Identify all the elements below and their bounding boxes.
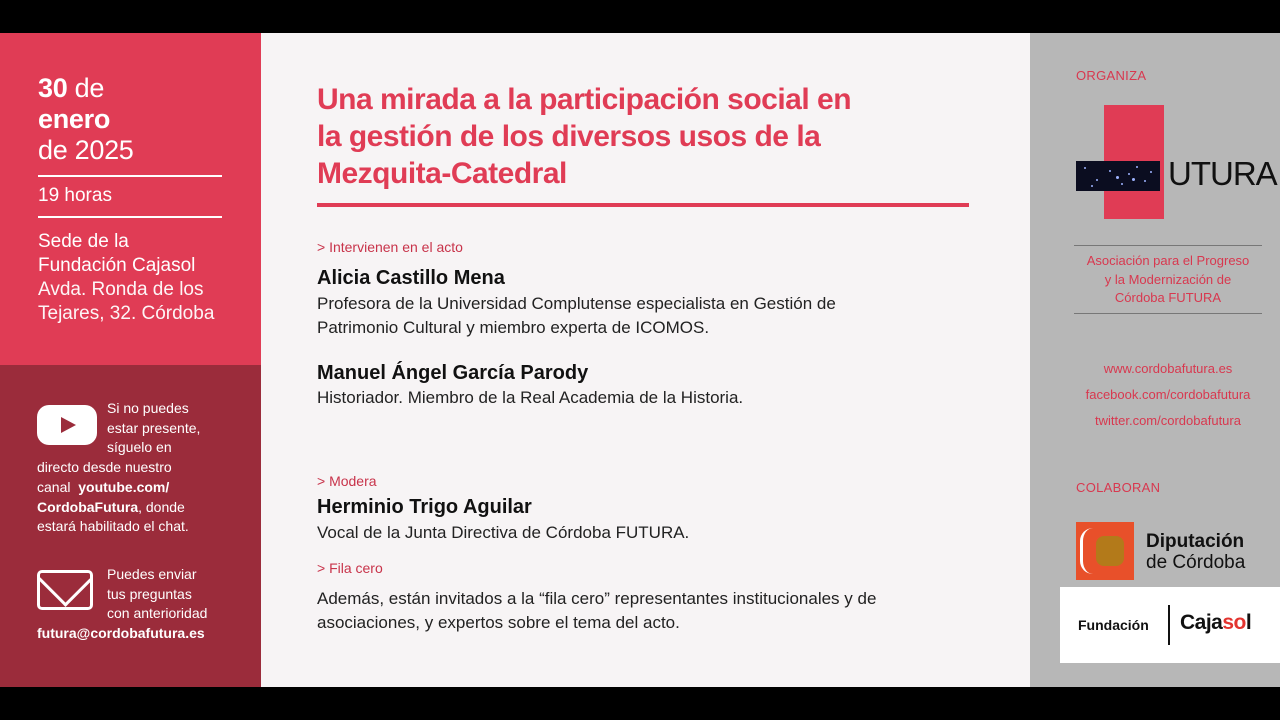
- date-de: de: [38, 135, 68, 165]
- main-content: [261, 33, 1030, 687]
- speaker-description: Historiador. Miembro de la Real Academia de la Historia.: [317, 388, 744, 407]
- page-title: Una mirada a la participación social en la gestión de los diversos usos de la Mezquita-Catedral: [317, 83, 852, 190]
- letterbox-bottom: [0, 687, 1280, 720]
- email-link[interactable]: futura@cordobafutura.es: [37, 625, 205, 641]
- speaker-name: Manuel Ángel García Parody: [317, 362, 589, 384]
- organiza-label: ORGANIZA: [1076, 68, 1147, 83]
- date-de: de: [74, 73, 105, 103]
- organizers-panel: [1030, 33, 1280, 687]
- diputacion-logo-text: Diputación de Córdoba: [1146, 531, 1246, 573]
- venue-address: Tejares, 32. Córdoba: [38, 303, 215, 324]
- cajasol-word: Cajasol: [1180, 611, 1252, 634]
- youtube-channel-link[interactable]: CordobaFutura: [37, 498, 139, 515]
- venue-address: Avda. Ronda de los: [38, 279, 204, 300]
- twitter-link[interactable]: twitter.com/cordobafutura: [1095, 413, 1241, 428]
- divider: [1074, 245, 1262, 246]
- letterbox-top: [0, 0, 1280, 33]
- event-venue: [38, 230, 253, 326]
- website-link[interactable]: www.cordobafutura.es: [1103, 361, 1233, 376]
- association-name: Asociación para el Progreso y la Modernización de Córdoba FUTURA: [1086, 253, 1250, 305]
- event-info-panel: [0, 33, 261, 365]
- divider: [38, 216, 222, 218]
- moderator-name: Herminio Trigo Aguilar: [317, 496, 532, 518]
- mail-text: Puedes enviar tus preguntas con anterioridad: [107, 566, 208, 622]
- follow-panel: [0, 365, 261, 687]
- diputacion-logo-icon: [1076, 522, 1134, 580]
- mail-icon: [37, 570, 93, 610]
- section-label-modera: > Modera: [317, 473, 377, 489]
- date-year: 2025: [74, 135, 134, 165]
- futura-logo-stars: [1076, 161, 1160, 191]
- futura-logo-word: UTURA: [1168, 155, 1277, 192]
- youtube-channel-link[interactable]: youtube.com/: [78, 478, 170, 495]
- speaker-name: Alicia Castillo Mena: [317, 267, 505, 289]
- youtube-text: Si no puedes estar presente, síguelo en directo desde nuestro canal youtube.com/ CordobaFutura, donde estará habilitado el chat.: [37, 400, 201, 535]
- facebook-link[interactable]: facebook.com/cordobafutura: [1085, 387, 1251, 402]
- event-hours: 19 horas: [38, 185, 112, 206]
- divider: [38, 175, 222, 177]
- divider: [1168, 605, 1170, 645]
- colaboran-label: COLABORAN: [1076, 480, 1161, 495]
- cajasol-fundacion-word: Fundación: [1078, 617, 1149, 633]
- date-month: enero: [38, 104, 111, 134]
- title-underline: [317, 203, 969, 207]
- speaker-description: Profesora de la Universidad Complutense especialista en Gestión de Patrimonio Cultural y miembro experta de ICOMOS.: [317, 294, 836, 337]
- section-label-fila-cero: > Fila cero: [317, 560, 383, 576]
- fila-cero-description: Además, están invitados a la “fila cero” representantes institucionales y de asociaciones, y expertos sobre el tema del acto.: [317, 589, 877, 632]
- venue-line: Fundación Cajasol: [38, 255, 196, 276]
- venue-line: Sede de la: [38, 231, 129, 252]
- section-label-intervienen: > Intervienen en el acto: [317, 239, 463, 255]
- moderator-description: Vocal de la Junta Directiva de Córdoba FUTURA.: [317, 523, 690, 542]
- divider: [1074, 313, 1262, 314]
- cajasol-logo: [1060, 587, 1280, 663]
- event-date: [38, 73, 134, 166]
- date-day: 30: [38, 73, 68, 103]
- contact-links: [1074, 356, 1262, 434]
